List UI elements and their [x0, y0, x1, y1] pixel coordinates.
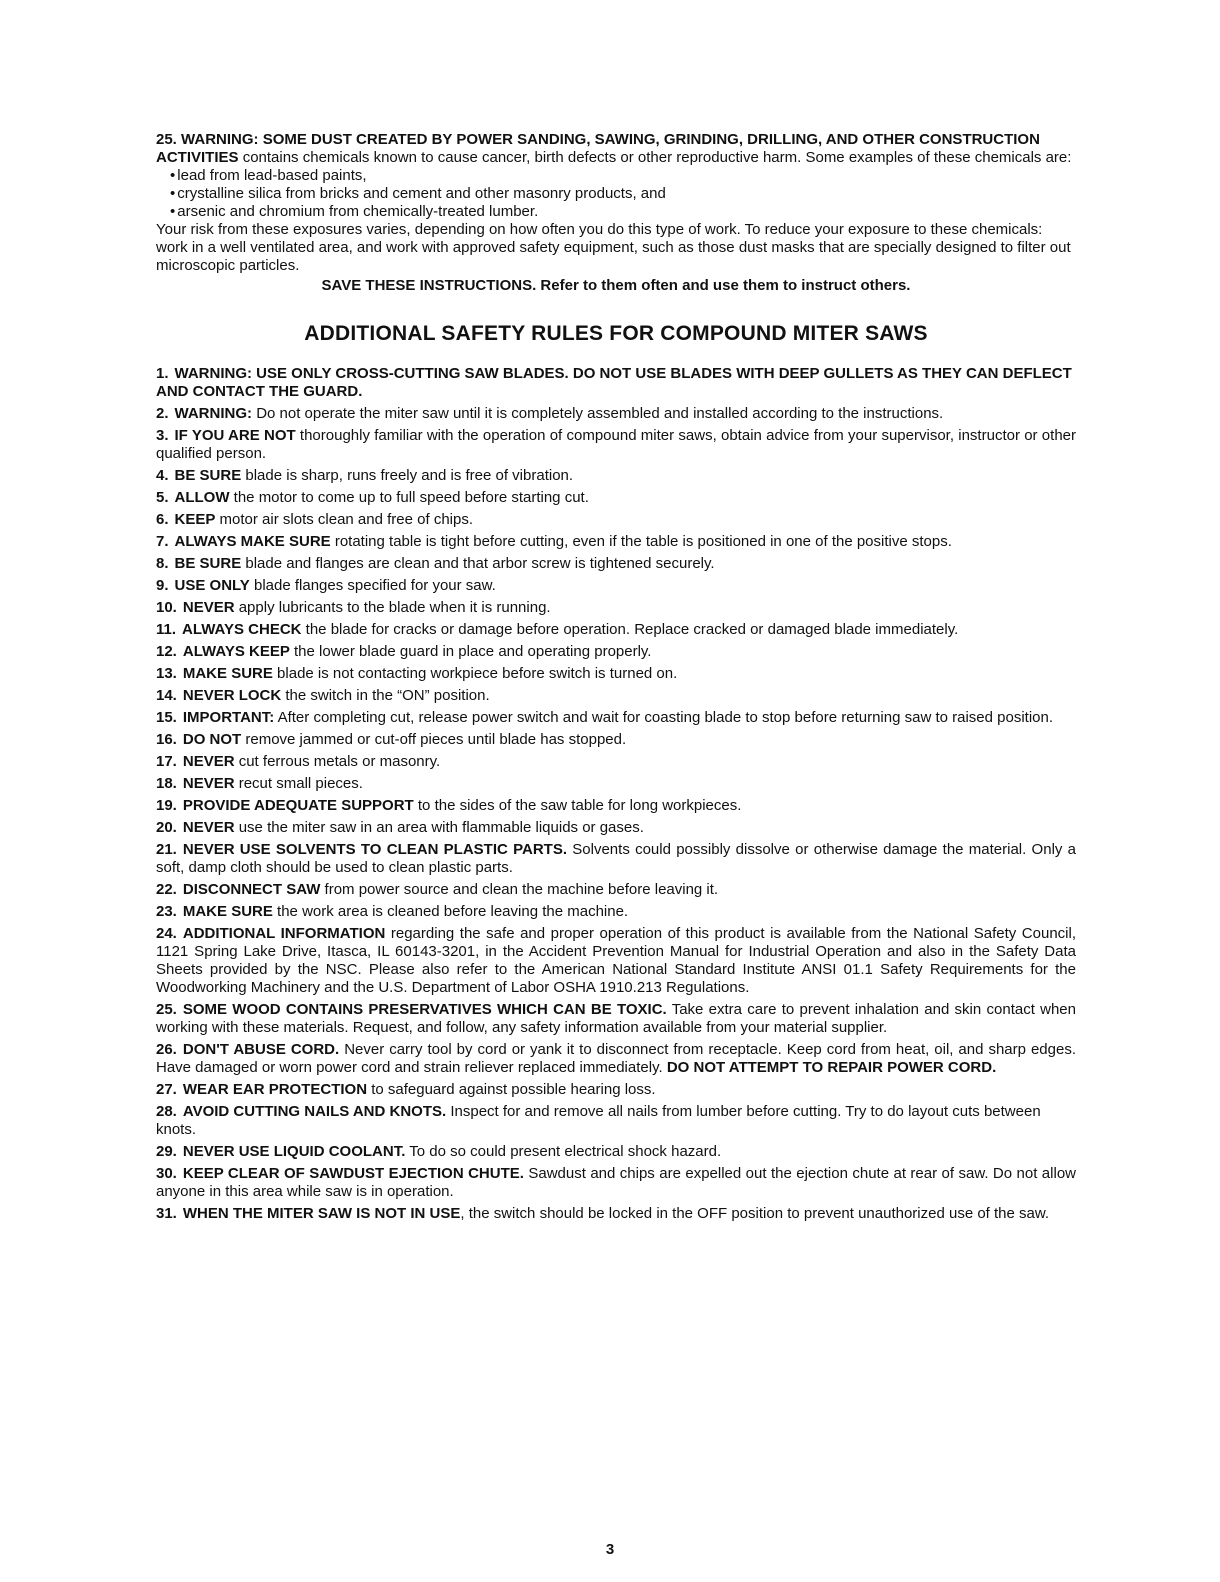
intro-bold-lead: WARNING: SOME DUST CREATED BY POWER SANDING, SAWING, GRINDING, DRILLING, AND OTHER CONSTRUCTION ACTIVITIES: [156, 131, 1040, 166]
rule-lead: MAKE SURE: [182, 903, 273, 920]
rule-lead: NEVER: [182, 753, 235, 770]
rule-lead: DISCONNECT SAW: [182, 881, 321, 898]
list-item: [156, 665, 1076, 683]
chemical-list: [156, 167, 1076, 221]
list-item: [156, 731, 1076, 749]
rule-lead: MAKE SURE: [182, 665, 273, 682]
rule-number: 16.: [156, 731, 177, 748]
rule-text: regarding the safe and proper operation of this product is available from the National Safety Council, 1121 Spring Lake Drive, Itasca, IL 60143-3201, in the Accident Prevention Manual for Industrial Operation and also in the Safety Data Sheets provided by the NSC. Please also refer to the American National Standard Institute ANSI 01.1 Safety Requirements for the Woodworking Machinery and the U.S. Department of Labor OSHA 1910.213 Regulations.: [156, 925, 1077, 996]
rule-number: 3.: [156, 427, 169, 444]
rule-number: 17.: [156, 753, 177, 770]
rule-text: To do so could present electrical shock hazard.: [409, 1143, 722, 1160]
rule-lead: NEVER USE SOLVENTS TO CLEAN PLASTIC PARTS.: [182, 841, 567, 858]
list-item: [156, 687, 1076, 705]
rule-text: rotating table is tight before cutting, even if the table is positioned in one of the positive stops.: [334, 533, 952, 550]
safety-rules-list: [156, 365, 1076, 1223]
rule-number: 30.: [156, 1165, 177, 1182]
rule-number: 14.: [156, 687, 177, 704]
rule-number: 9.: [156, 577, 169, 594]
rule-text: the lower blade guard in place and operating properly.: [294, 643, 652, 660]
rule-text: Take extra care to prevent inhalation and skin contact when working with these materials. Request, and follow, any safety information available from your material supplier.: [156, 1001, 1076, 1036]
rule-lead: DON'T ABUSE CORD.: [182, 1041, 340, 1058]
list-item: [156, 599, 1076, 617]
rule-number: 10.: [156, 599, 177, 616]
rule-number: 2.: [156, 405, 169, 422]
list-item: [156, 753, 1076, 771]
rule-lead: SOME WOOD CONTAINS PRESERVATIVES WHICH CAN BE TOXIC.: [182, 1001, 667, 1018]
rule-number: 5.: [156, 489, 169, 506]
rule-number: 20.: [156, 819, 177, 836]
rule-number: 19.: [156, 797, 177, 814]
list-item: [156, 365, 1076, 401]
list-item: [156, 621, 1076, 639]
list-item: [156, 555, 1076, 573]
rule-text: Never carry tool by cord or yank it to disconnect from receptacle. Keep cord from heat, oil, and sharp edges. Have damaged or worn power cord and strain reliever replaced immediately.: [156, 1041, 1076, 1076]
page-number: 3: [605, 1541, 615, 1558]
list-item: [156, 797, 1076, 815]
rule-text: blade flanges specified for your saw.: [254, 577, 496, 594]
rule-number: 21.: [156, 841, 177, 858]
rule-lead: NEVER LOCK: [182, 687, 282, 704]
rule-lead: WARNING:: [174, 405, 253, 422]
intro-number: 25.: [156, 131, 177, 148]
list-item: [156, 775, 1076, 793]
list-item: [156, 511, 1076, 529]
list-item: [156, 903, 1076, 921]
risk-paragraph: Your risk from these exposures varies, depending on how often you do this type of work. To reduce your exposure to these chemicals: work in a well ventilated area, and work with approved safety equipment, such as those dust masks that are specially designed to filter out microscopic particles.: [156, 221, 1071, 274]
rule-text: cut ferrous metals or masonry.: [238, 753, 441, 770]
list-item: [156, 1041, 1076, 1077]
rule-text: recut small pieces.: [238, 775, 363, 792]
rule-lead: ADDITIONAL INFORMATION: [182, 925, 386, 942]
rule-lead: KEEP: [174, 511, 216, 528]
rule-lead: NEVER USE LIQUID COOLANT.: [182, 1143, 406, 1160]
rule-lead: WEAR EAR PROTECTION: [182, 1081, 368, 1098]
list-item: [156, 427, 1076, 463]
rule-bold-tail: DO NOT ATTEMPT TO REPAIR POWER CORD.: [666, 1059, 997, 1076]
rule-number: 18.: [156, 775, 177, 792]
rule-lead: WHEN THE MITER SAW IS NOT IN USE: [182, 1205, 461, 1222]
rule-lead: NEVER: [182, 599, 235, 616]
list-item: [156, 1081, 1076, 1099]
rule-number: 28.: [156, 1103, 177, 1120]
list-item: • crystalline silica from bricks and cement and other masonry products, and: [170, 185, 1076, 203]
list-item: [156, 925, 1076, 997]
rule-lead: AVOID CUTTING NAILS AND KNOTS.: [182, 1103, 447, 1120]
rule-number: 27.: [156, 1081, 177, 1098]
intro-text: contains chemicals known to cause cancer, birth defects or other reproductive harm. Some examples of these chemicals are:: [242, 149, 1072, 166]
rule-text: to safeguard against possible hearing loss.: [371, 1081, 656, 1098]
rule-text: remove jammed or cut-off pieces until blade has stopped.: [245, 731, 627, 748]
rule-text: apply lubricants to the blade when it is running.: [238, 599, 551, 616]
list-item: [156, 533, 1076, 551]
manual-page: [156, 131, 1076, 1227]
rule-text: Sawdust and chips are expelled out the ejection chute at rear of saw. Do not allow anyone in this area while saw is in operation.: [156, 1165, 1076, 1200]
list-item: [156, 709, 1076, 727]
list-item: [156, 489, 1076, 507]
rule-lead: IF YOU ARE NOT: [174, 427, 296, 444]
rule-lead: ALWAYS CHECK: [182, 621, 302, 638]
rule-number: 26.: [156, 1041, 177, 1058]
rule-number: 4.: [156, 467, 169, 484]
rule-text: Inspect for and remove all nails from lumber before cutting. Try to do layout cuts between knots.: [156, 1103, 1041, 1138]
rule-number: 11.: [156, 621, 177, 638]
list-item: • arsenic and chromium from chemically-treated lumber.: [170, 203, 1076, 221]
rule-text: blade is not contacting workpiece before switch is turned on.: [277, 665, 678, 682]
rule-lead: KEEP CLEAR OF SAWDUST EJECTION CHUTE.: [182, 1165, 524, 1182]
rule-text: blade and flanges are clean and that arbor screw is tightened securely.: [245, 555, 715, 572]
rule-number: 31.: [156, 1205, 177, 1222]
rule-number: 12.: [156, 643, 177, 660]
rule-lead: USE ONLY: [174, 577, 250, 594]
rule-text: After completing cut, release power switch and wait for coasting blade to stop before returning saw to raised position.: [277, 709, 1054, 726]
rule-text: from power source and clean the machine before leaving it.: [324, 881, 719, 898]
rule-text: to the sides of the saw table for long workpieces.: [417, 797, 742, 814]
rule-number: 1.: [156, 365, 169, 382]
rule-number: 23.: [156, 903, 177, 920]
rule-text: use the miter saw in an area with flammable liquids or gases.: [238, 819, 644, 836]
list-item: [156, 1001, 1076, 1037]
intro-warning: [156, 131, 1076, 167]
rule-number: 25.: [156, 1001, 177, 1018]
list-item: [156, 1205, 1076, 1223]
rule-text: the switch in the “ON” position.: [285, 687, 490, 704]
rule-lead: DO NOT: [182, 731, 242, 748]
list-item: [156, 1165, 1076, 1201]
rule-lead: ALWAYS KEEP: [182, 643, 290, 660]
rule-text: the blade for cracks or damage before operation. Replace cracked or damaged blade immediately.: [305, 621, 959, 638]
save-instructions: SAVE THESE INSTRUCTIONS. Refer to them often and use them to instruct others.: [321, 277, 911, 294]
rule-text: Solvents could possibly dissolve or otherwise damage the material. Only a soft, damp cloth should be used to clean plastic parts.: [156, 841, 1077, 876]
rule-lead: BE SURE: [174, 555, 242, 572]
rule-number: 7.: [156, 533, 169, 550]
rule-text: motor air slots clean and free of chips.: [219, 511, 474, 528]
list-item: [156, 819, 1076, 837]
rule-lead: ALLOW: [174, 489, 230, 506]
list-item: [156, 405, 1076, 423]
list-item: • lead from lead-based paints,: [170, 167, 1076, 185]
rule-number: 6.: [156, 511, 169, 528]
rule-lead: WARNING: USE ONLY CROSS-CUTTING SAW BLADES. DO NOT USE BLADES WITH DEEP GULLETS AS THEY CAN DEFLECT AND CONTACT THE GUARD.: [156, 365, 1072, 400]
rule-number: 13.: [156, 665, 177, 682]
list-item: [156, 1143, 1076, 1161]
rule-lead: NEVER: [182, 819, 235, 836]
rule-text: , the switch should be locked in the OFF position to prevent unauthorized use of the saw.: [460, 1205, 1050, 1222]
rule-lead: PROVIDE ADEQUATE SUPPORT: [182, 797, 414, 814]
section-title: ADDITIONAL SAFETY RULES FOR COMPOUND MITER SAWS: [304, 322, 928, 345]
list-item: [156, 467, 1076, 485]
rule-number: 22.: [156, 881, 177, 898]
rule-text: thoroughly familiar with the operation of compound miter saws, obtain advice from your supervisor, instructor or other qualified person.: [156, 427, 1077, 462]
list-item: [156, 1103, 1076, 1139]
rule-text: the motor to come up to full speed before starting cut.: [233, 489, 589, 506]
rule-lead: ALWAYS MAKE SURE: [174, 533, 331, 550]
rule-number: 8.: [156, 555, 169, 572]
list-item: [156, 577, 1076, 595]
rule-lead: NEVER: [182, 775, 235, 792]
list-item: [156, 643, 1076, 661]
list-item: [156, 841, 1076, 877]
rule-lead: BE SURE: [174, 467, 242, 484]
rule-text: Do not operate the miter saw until it is completely assembled and installed according to the instructions.: [256, 405, 944, 422]
rule-lead: IMPORTANT:: [182, 709, 275, 726]
rule-text: the work area is cleaned before leaving the machine.: [277, 903, 629, 920]
rule-text: blade is sharp, runs freely and is free of vibration.: [245, 467, 574, 484]
rule-number: 29.: [156, 1143, 177, 1160]
list-item: [156, 881, 1076, 899]
rule-number: 24.: [156, 925, 177, 942]
rule-number: 15.: [156, 709, 177, 726]
